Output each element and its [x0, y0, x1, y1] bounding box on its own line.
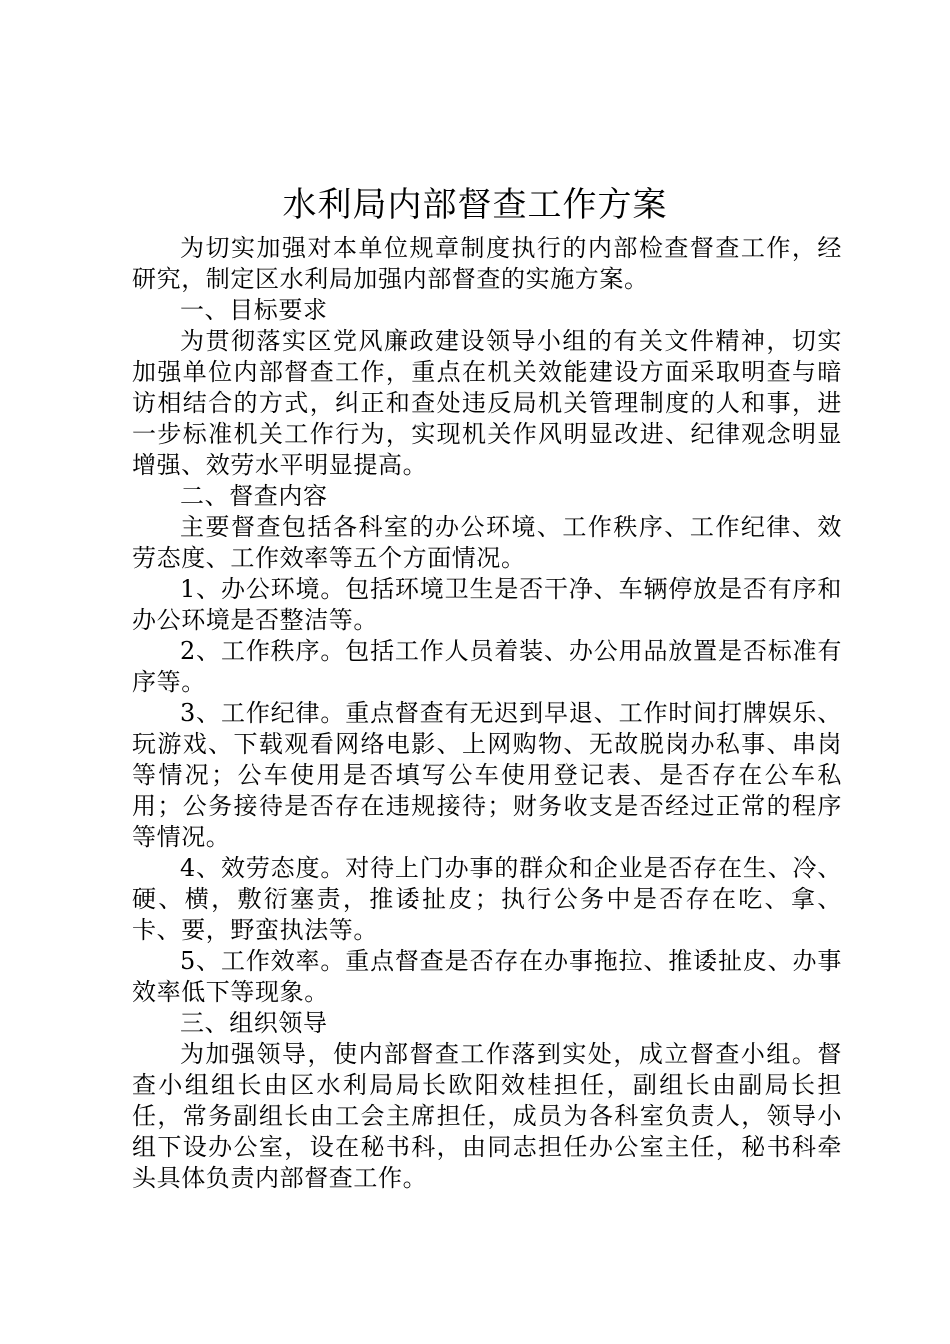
document-body — [132, 233, 842, 1194]
document-title: 水利局内部督查工作方案 — [282, 185, 668, 225]
content-item-attitude: 4、效劳态度。对待上门办事的群众和企业是否存在生、冷、硬、横，敷衍塞责，推诿扯皮；执行公务中是否存在吃、拿、卡、要，野蛮执法等。 — [132, 854, 842, 944]
section-heading-leadership: 三、组织领导 — [180, 1009, 328, 1037]
content-summary-paragraph: 主要督查包括各科室的办公环境、工作秩序、工作纪律、效劳态度、工作效率等五个方面情况。 — [132, 513, 842, 572]
content-item-order: 2、工作秩序。包括工作人员着装、办公用品放置是否标准有序等。 — [132, 637, 842, 696]
leadership-paragraph: 为加强领导，使内部督查工作落到实处，成立督查小组。督查小组组长由区水利局局长欧阳效桂担任，副组长由副局长担任，常务副组长由工会主席担任，成员为各科室负责人，领导小组下设办公室，设在秘书科，由同志担任办公室主任，秘书科牵头具体负责内部督查工作。 — [132, 1040, 842, 1192]
content-item-efficiency: 5、工作效率。重点督查是否存在办事拖拉、推诿扯皮、办事效率低下等现象。 — [132, 947, 842, 1006]
content-item-environment: 1、办公环境。包括环境卫生是否干净、车辆停放是否有序和办公环境是否整洁等。 — [132, 575, 842, 634]
section-heading-goals: 一、目标要求 — [180, 296, 328, 324]
intro-paragraph: 为切实加强对本单位规章制度执行的内部检查督查工作，经研究，制定区水利局加强内部督查的实施方案。 — [132, 234, 842, 293]
content-item-discipline: 3、工作纪律。重点督查有无迟到早退、工作时间打牌娱乐、玩游戏、下载观看网络电影、上网购物、无故脱岗办私事、串岗等情况；公车使用是否填写公车使用登记表、是否存在公车私用；公务接待是否存在违规接待；财务收支是否经过正常的程序等情况。 — [132, 699, 842, 851]
section-heading-content: 二、督查内容 — [180, 482, 328, 510]
goals-paragraph: 为贯彻落实区党风廉政建设领导小组的有关文件精神，切实加强单位内部督查工作，重点在机关效能建设方面采取明查与暗访相结合的方式，纠正和查处违反局机关管理制度的人和事，进一步标准机关工作行为，实现机关作风明显改进、纪律观念明显增强、效劳水平明显提高。 — [132, 327, 842, 479]
